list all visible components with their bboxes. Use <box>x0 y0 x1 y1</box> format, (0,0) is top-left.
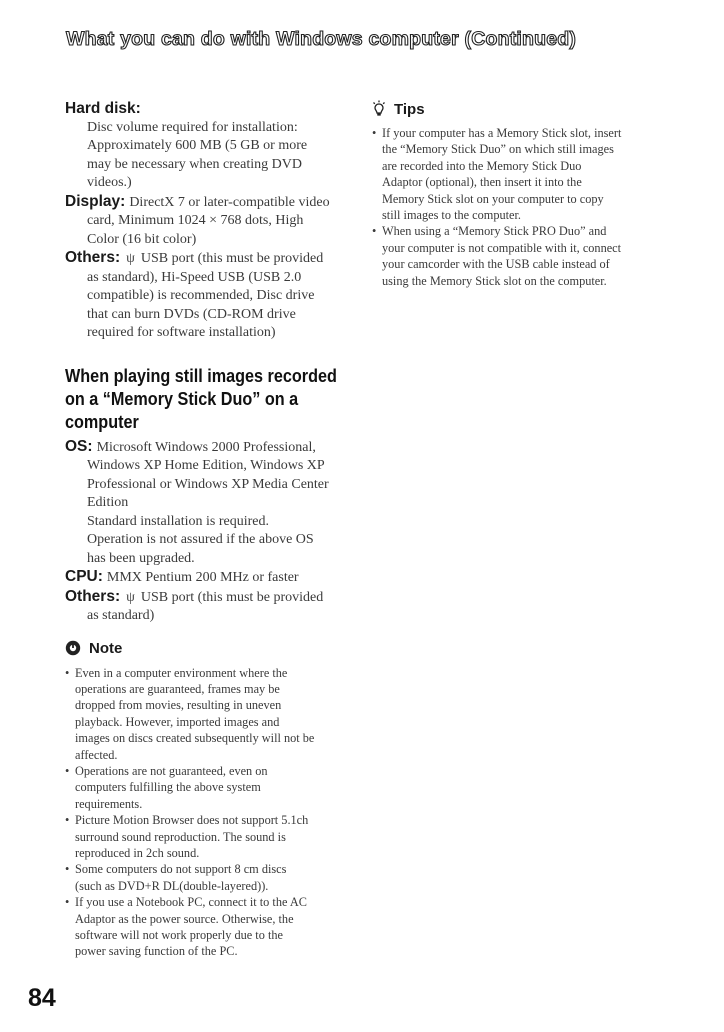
spec-text: as standard) <box>87 608 155 623</box>
tip-item-line: Adaptor (optional), then insert it into the <box>382 175 582 190</box>
note-item-line: affected. <box>75 747 118 762</box>
lightbulb-icon <box>372 100 386 118</box>
spec-first-line <box>65 588 357 608</box>
spec-item <box>65 438 357 569</box>
right-column <box>372 100 678 289</box>
spec-first-line <box>65 193 357 213</box>
spec-label: Display: <box>65 192 126 210</box>
spec-text: Approximately 600 MB (5 GB or more <box>87 138 308 153</box>
tip-item-line: your computer is not compatible with it, connect <box>382 240 622 255</box>
left-column <box>65 100 357 960</box>
spec-text: card, Minimum 1024 × 768 dots, High <box>87 213 304 228</box>
bullet-icon: • <box>65 862 70 877</box>
system-requirements-list <box>65 100 357 343</box>
note-item-line: Even in a computer environment where the <box>75 665 288 680</box>
note-item <box>65 861 357 894</box>
note-item-line: images on discs created subsequently will not be <box>75 731 315 746</box>
spec-text: Microsoft Windows 2000 Professional, <box>96 439 316 455</box>
spec-text: that can burn DVDs (CD-ROM drive <box>87 306 296 322</box>
note-list <box>65 665 357 960</box>
note-heading <box>65 640 357 657</box>
spec-text: Professional or Windows XP Media Center <box>87 476 329 492</box>
tip-item-line: are recorded into the Memory Stick Duo <box>382 158 582 173</box>
spec-text: as standard), Hi-Speed USB (USB 2.0 <box>87 269 302 285</box>
section-title-line: When playing still images recorded <box>65 365 337 386</box>
spec-first-line <box>65 100 357 119</box>
spec-text: DirectX 7 or later-compatible video <box>129 194 330 210</box>
spec-text: videos.) <box>87 175 132 190</box>
spec-text: Disc volume required for installation: <box>87 119 298 135</box>
note-item-line: Picture Motion Browser does not support 5.1ch <box>75 813 309 828</box>
spec-text: Edition <box>87 495 129 510</box>
tip-item-line: using the Memory Stick slot on the computer. <box>382 273 607 288</box>
spec-item <box>65 100 357 193</box>
spec-text: USB port (this must be provided <box>140 251 324 266</box>
tip-item-line: When using a “Memory Stick PRO Duo” and <box>382 224 607 239</box>
tips-heading <box>372 100 678 118</box>
spec-text: USB port (this must be provided <box>140 589 324 605</box>
note-item <box>65 665 357 763</box>
section-title-line: computer <box>65 411 139 432</box>
note-item-line: Some computers do not support 8 cm discs <box>75 862 287 877</box>
spec-text: required for software installation) <box>87 325 276 340</box>
tips-list <box>372 125 678 289</box>
tip-item-line: If your computer has a Memory Stick slot, insert <box>382 126 622 140</box>
spec-text: compatible) is recommended, Disc drive <box>87 288 315 303</box>
tip-item-line: the “Memory Stick Duo” on which still images <box>382 142 614 157</box>
note-item-line: reproduced in 2ch sound. <box>75 845 200 860</box>
note-item-line: dropped from movies, resulting in uneven <box>75 698 282 713</box>
spec-label: Hard disk: <box>65 100 141 117</box>
note-title: Note <box>89 639 123 657</box>
note-item <box>65 894 357 960</box>
note-item-line: Operations are not guaranteed, even on <box>75 763 268 778</box>
spec-item <box>65 249 357 343</box>
bullet-icon: • <box>65 813 70 828</box>
tip-item <box>372 223 678 289</box>
note-item-line: If you use a Notebook PC, connect it to the AC <box>75 895 307 910</box>
spec-text: Operation is not assured if the above OS <box>87 532 314 547</box>
bullet-icon: • <box>65 895 70 910</box>
spec-text: Color (16 bit color) <box>87 231 197 247</box>
note-item-line: (such as DVD+R DL(double-layered)). <box>75 878 269 893</box>
tip-item-line: Memory Stick slot on your computer to copy <box>382 191 604 206</box>
spec-label: CPU: <box>65 568 103 585</box>
note-item-line: computers fulfilling the above system <box>75 780 261 795</box>
spec-text: may be necessary when creating DVD <box>87 156 302 172</box>
note-item-line: Adaptor as the power source. Otherwise, the <box>75 911 294 926</box>
bullet-icon: • <box>372 126 377 140</box>
section-title-line: on a “Memory Stick Duo” on a <box>65 388 299 409</box>
spec-label: Others: <box>65 249 121 266</box>
note-item-line: surround sound reproduction. The sound is <box>75 829 286 844</box>
spec-text: has been upgraded. <box>87 550 195 566</box>
tip-item <box>372 125 678 223</box>
still-image-requirements-list <box>65 438 357 626</box>
note-icon <box>65 640 81 656</box>
spec-first-line <box>65 249 357 269</box>
note-item-line: playback. However, imported images and <box>75 714 280 729</box>
spec-first-line <box>65 568 357 588</box>
bullet-icon: • <box>65 763 70 778</box>
section-title <box>65 365 362 434</box>
spec-label: Others: <box>65 587 121 605</box>
bullet-icon: • <box>65 665 70 680</box>
spec-text: Windows XP Home Edition, Windows XP <box>87 458 325 473</box>
usb-icon: ψ <box>126 251 135 266</box>
spec-item <box>65 193 357 250</box>
page-number: 84 <box>28 984 56 1012</box>
spec-text: Standard installation is required. <box>87 513 269 529</box>
tip-item-line: still images to the computer. <box>382 208 522 223</box>
spec-item <box>65 588 357 626</box>
note-item-line: operations are guaranteed, frames may be <box>75 681 280 696</box>
tip-item-line: your camcorder with the USB cable instead of <box>382 257 610 272</box>
note-item <box>65 763 357 812</box>
usb-icon: ψ <box>126 589 135 605</box>
spec-label: OS: <box>65 437 93 455</box>
tips-title: Tips <box>394 100 425 118</box>
spec-text: MMX Pentium 200 MHz or faster <box>106 570 299 585</box>
spec-item <box>65 568 357 588</box>
note-item-line: power saving function of the PC. <box>75 944 238 959</box>
page-header: What you can do with Windows computer (Continued) <box>66 28 577 50</box>
note-item <box>65 812 357 861</box>
bullet-icon: • <box>372 224 377 239</box>
note-section <box>65 640 357 960</box>
spec-first-line <box>65 438 357 458</box>
note-item-line: requirements. <box>75 796 143 811</box>
note-item-line: software will not work properly due to the <box>75 928 283 942</box>
